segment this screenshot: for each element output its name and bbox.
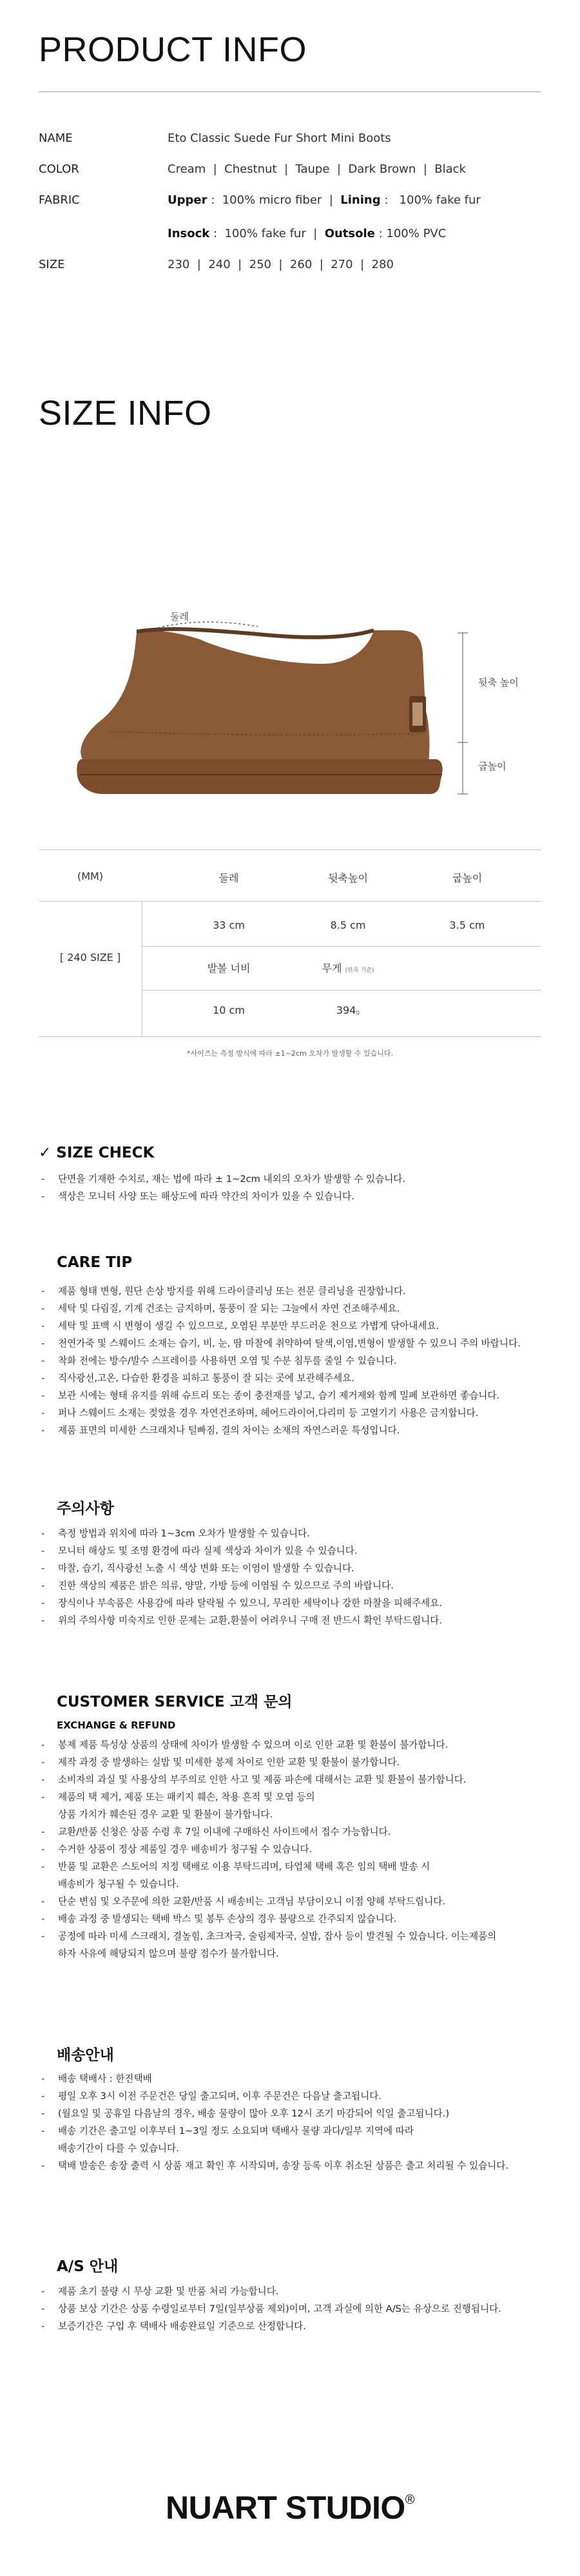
list-item: - 보관 시에는 형태 유지를 위해 슈트리 또는 종이 충전재를 넣고, 습기 제거제와 함께 밀폐 보관하면 좋습니다. xyxy=(39,1387,554,1404)
info-row-name xyxy=(39,131,391,145)
fabric-insock-label: Insock xyxy=(168,227,210,240)
list-item: - 배송 기간은 출고일 이후부터 1~3일 정도 소요되며 택배사 물량 과다/일부 지역에 따라 xyxy=(39,2122,554,2140)
list-item: - 단순 변심 및 오주문에 의한 교환/반품 시 배송비는 고객님 부담이오니 이점 양해 부탁드립니다. xyxy=(39,1893,554,1910)
table-top-line xyxy=(39,849,541,850)
list-item: - 퍼나 스웨이드 소재는 젖었을 경우 자연건조하며, 헤어드라이어,다리미 등 고열기기 사용은 금지합니다. xyxy=(39,1404,554,1422)
dim-label-circumference: 둘레 xyxy=(170,611,189,623)
fabric-lining-label: Lining xyxy=(340,193,381,207)
list-item: - 제품 형태 변형, 원단 손상 방지를 위해 드라이클리닝 또는 전문 클리닝을 권장합니다. xyxy=(39,1283,554,1300)
customer-service-title: CUSTOMER SERVICE 고객 문의 xyxy=(57,1694,293,1710)
boot-size-illustration xyxy=(64,593,516,806)
list-item: - 착화 전에는 방수/발수 스프레이를 사용하면 오염 및 수분 침투를 줄일 수 있습니다. xyxy=(39,1352,554,1370)
product-info-heading: PRODUCT INFO xyxy=(39,30,307,69)
list-item: - 보증기간은 구입 후 택배사 배송완료일 기준으로 산정합니다. xyxy=(39,2318,554,2335)
boot-image xyxy=(64,593,516,806)
table-header-weight xyxy=(322,960,374,975)
list-item: - 상품 보상 기간은 상품 수령일로부터 7일(일부상품 제외)이며, 고객 과실에 의한 A/S는 유상으로 진행됩니다. xyxy=(39,2300,554,2318)
size-check-title: ✓ SIZE CHECK xyxy=(39,1145,155,1161)
table-value-shaft-height: 8.5 cm xyxy=(330,919,366,931)
care-tip-list xyxy=(39,1283,554,1439)
info-row-fabric-2 xyxy=(39,227,446,240)
care-tip-title: CARE TIP xyxy=(57,1254,133,1271)
fabric-upper-value: : 100% micro fiber | xyxy=(207,193,341,207)
info-row-fabric xyxy=(39,193,481,207)
registered-mark: ® xyxy=(405,2493,414,2507)
boot-sole xyxy=(77,759,442,794)
table-header-unit: (MM) xyxy=(77,870,104,882)
list-item: - 공정에 따라 미세 스크래치, 결높힘, 초크자국, 술림제자국, 실밥, 잡사 등이 발견될 수 있습니다. 이는제품의 xyxy=(39,1928,554,1945)
dim-label-shaft-height: 뒷축 높이 xyxy=(478,677,519,688)
fabric-upper-label: Upper xyxy=(168,193,208,207)
heel-label xyxy=(412,702,423,726)
brand-logo xyxy=(0,2489,580,2526)
info-label: NAME xyxy=(39,131,73,145)
list-item: - 반품 및 교환은 스토어의 지정 택배로 이용 부탁드리며, 타업체 택배 혹은 임의 택배 발송 시 xyxy=(39,1858,554,1875)
list-item: - 직사광선,고온, 다습한 환경을 피하고 통풍이 잘 되는 곳에 보관해주세요. xyxy=(39,1370,554,1387)
table-header-circumference: 둘레 xyxy=(218,872,239,884)
list-item: - 단면을 기재한 수치로, 재는 법에 따라 ± 1~2cm 내외의 오차가 발생할 수 있습니다. xyxy=(39,1170,554,1188)
list-item: - 마찰, 습기, 직사광선 노출 시 색상 변화 또는 이염이 발생할 수 있습니다. xyxy=(39,1560,554,1577)
list-item: - 배송 택배사 : 한진택배 xyxy=(39,2070,554,2087)
fabric-insock-value: : 100% fake fur | xyxy=(209,227,325,240)
info-value: 230 | 240 | 250 | 260 | 270 | 280 xyxy=(168,258,394,271)
as-title: A/S 안내 xyxy=(57,2258,119,2275)
list-item: - 수거한 상품이 정상 제품일 경우 배송비가 청구될 수 있습니다. xyxy=(39,1841,554,1858)
info-label: COLOR xyxy=(39,162,79,176)
info-value: Eto Classic Suede Fur Short Mini Boots xyxy=(168,131,391,145)
list-item: - 택배 발송은 송장 출력 시 상품 재고 확인 후 시작되며, 송장 등록 이후 취소된 상품은 출고 처리될 수 있습니다. xyxy=(39,2157,554,2174)
list-item: - 평일 오후 3시 이전 주문건은 당일 출고되며, 이후 주문건은 다음날 출고됩니다. xyxy=(39,2087,554,2105)
boot-body xyxy=(81,630,429,764)
list-item: - 소비자의 과실 및 사용상의 부주의로 인한 사고 및 제품 파손에 대해서는 교환 및 환불이 불가합니다. xyxy=(39,1771,554,1788)
list-item: - 봉제 제품 특성상 상품의 상태에 차이가 발생할 수 있으며 이로 인한 교환 및 환불이 불가합니다. xyxy=(39,1736,554,1754)
info-label: SIZE xyxy=(39,258,65,271)
table-value-weight xyxy=(336,1004,360,1016)
as-list xyxy=(39,2283,554,2335)
list-item-continued: 상품 가치가 훼손된 경우 교환 및 환불이 불가합니다. xyxy=(58,1809,273,1820)
info-value xyxy=(168,227,446,240)
list-item: - (월요일 및 공휴일 다음날의 경우, 배송 물량이 많아 오후 12시 조기 마감되어 익일 출고됩니다.) xyxy=(39,2105,554,2122)
list-item: - 위의 주의사항 미숙지로 인한 문제는 교환,환불이 어려우니 구매 전 반드시 확인 부탁드립니다. xyxy=(39,1612,554,1629)
weight-unit: g xyxy=(356,1009,360,1016)
table-row1-line xyxy=(142,946,541,947)
fabric-lining-value: : 100% fake fur xyxy=(380,193,481,207)
list-item: - 모니터 해상도 및 조명 환경에 따라 실제 색상과 차이가 있을 수 있습니다. xyxy=(39,1542,554,1560)
list-item-continued: 배송기간이 다를 수 있습니다. xyxy=(58,2143,179,2154)
table-value-heel-height: 3.5 cm xyxy=(449,919,485,931)
exchange-refund-subtitle: EXCHANGE & REFUND xyxy=(57,1719,176,1731)
weight-label: 무게 xyxy=(322,962,342,974)
weight-value: 394 xyxy=(336,1004,356,1016)
table-row2-line xyxy=(142,990,541,991)
fabric-outsole-label: Outsole xyxy=(324,227,375,240)
table-header-line xyxy=(39,901,541,902)
info-label xyxy=(39,227,168,240)
shipping-title: 배송안내 xyxy=(57,2047,114,2064)
caution-title: 주의사항 xyxy=(57,1500,114,1517)
table-bottom-line xyxy=(39,1036,541,1037)
list-item: - 천연가죽 및 스웨이드 소재는 습기, 비, 눈, 땀 마찰에 취약하여 탈색,이염,변형이 발생할 수 있으니 주의 바랍니다. xyxy=(39,1335,554,1352)
list-item: - 배송 과정 중 발생되는 택배 박스 및 봉투 손상의 경우 불량으로 간주되지 않습니다. xyxy=(39,1910,554,1928)
brand-name: NUART STUDIO xyxy=(165,2490,405,2526)
list-item: - 측정 방법과 위치에 따라 1~3cm 오차가 발생할 수 있습니다. xyxy=(39,1525,554,1542)
info-label: FABRIC xyxy=(39,193,80,207)
list-item: - 진한 색상의 제품은 밝은 의류, 양말, 가방 등에 이염될 수 있으므로 주의 바랍니다. xyxy=(39,1577,554,1594)
list-item: - 색상은 모니터 사양 또는 해상도에 따라 약간의 차이가 있을 수 있습니다. xyxy=(39,1188,554,1205)
list-item: - 교환/반품 신청은 상품 수령 후 7일 이내에 구매하신 사이트에서 접수 가능합니다. xyxy=(39,1823,554,1841)
size-note: *사이즈는 측정 방식에 따라 ±1~2cm 오차가 발생할 수 있습니다. xyxy=(187,1049,393,1058)
table-header-foot-width: 발볼 너비 xyxy=(207,962,251,974)
info-row-color xyxy=(39,162,466,176)
weight-basis: (한족 기준) xyxy=(345,967,374,974)
size-check-list xyxy=(39,1170,554,1205)
info-value: Cream | Chestnut | Taupe | Dark Brown | Black xyxy=(168,162,466,176)
table-header-shaft-height: 뒷축높이 xyxy=(328,872,368,884)
table-header-heel-height: 굽높이 xyxy=(452,872,483,884)
list-item: - 제품 표면의 미세한 스크래치나 털빠짐, 결의 차이는 소재의 자연스러운 특성입니다. xyxy=(39,1422,554,1439)
list-item: - 세탁 및 표백 시 변형이 생길 수 있으므로, 오염된 부분만 부드러운 천으로 가볍게 닦아내세요. xyxy=(39,1317,554,1335)
list-item: - 장식이나 부속품은 사용감에 따라 탈락될 수 있으니, 무리한 세탁이나 강한 마찰을 피해주세요. xyxy=(39,1594,554,1612)
list-item-continued: 하자 사유에 해당되지 않으며 불량 접수가 불가합니다. xyxy=(58,1948,279,1959)
list-item: - 세탁 및 다림질, 기계 건조는 금지하며, 통풍이 잘 되는 그늘에서 자연 건조해주세요. xyxy=(39,1300,554,1317)
fabric-outsole-value: : 100% PVC xyxy=(374,227,447,240)
table-size-label: [ 240 SIZE ] xyxy=(59,951,121,964)
size-info-heading: SIZE INFO xyxy=(39,394,212,432)
shipping-list xyxy=(39,2070,554,2174)
table-value-foot-width: 10 cm xyxy=(213,1004,245,1016)
dim-label-heel-height: 굽높이 xyxy=(478,760,507,772)
list-item: - 제작 과정 중 발생하는 실밥 및 미세한 봉제 차이로 인한 교환 및 환불이 불가합니다. xyxy=(39,1754,554,1771)
list-item: - 제품의 택 제거, 제품 또는 패키지 훼손, 착용 흔적 및 오염 등의 xyxy=(39,1788,554,1806)
list-item: - 제품 초기 불량 시 무상 교환 및 반품 처리 가능합니다. xyxy=(39,2283,554,2300)
caution-list xyxy=(39,1525,554,1629)
info-value xyxy=(168,193,481,207)
list-item-continued: 배송비가 청구될 수 있습니다. xyxy=(58,1879,179,1890)
info-row-size xyxy=(39,258,394,271)
customer-service-list xyxy=(39,1736,554,1962)
table-value-circumference: 33 cm xyxy=(213,919,245,931)
